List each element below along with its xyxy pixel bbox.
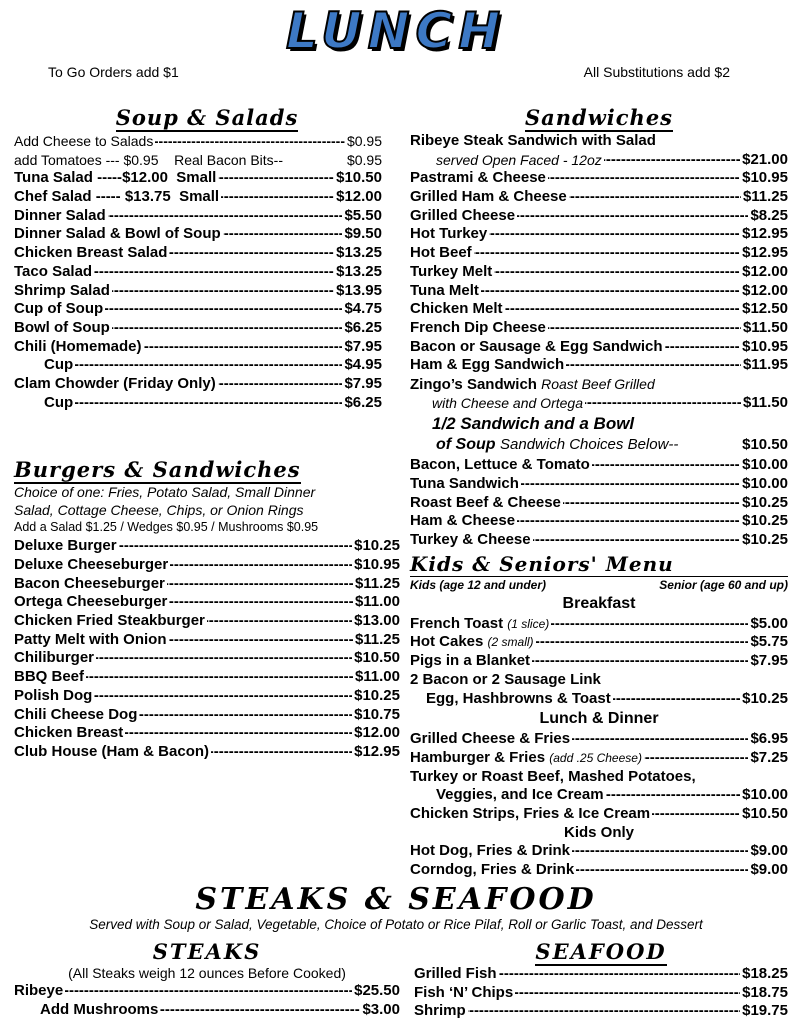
burgers-heading: Burgers & Sandwiches: [14, 457, 301, 483]
menu-item: Bacon Cheeseburger ----- $11.25: [14, 575, 400, 594]
breakfast-heading: Breakfast: [562, 594, 636, 612]
burgers-choice-1: Choice of one: Fries, Potato Salad, Small Dinner: [14, 484, 316, 501]
menu-item: Ham & Egg Sandwich ----- $11.95: [410, 356, 788, 375]
menu-item: BBQ Beef ----- $11.00: [14, 668, 400, 687]
menu-item: Bowl of Soup ----- $6.25: [14, 319, 382, 338]
soup-salads-heading: Soup & Salads: [115, 105, 299, 130]
menu-item: Turkey & Cheese ----- $10.25: [410, 531, 788, 550]
menu-item: Fish ‘N’ Chips ----- $18.75: [414, 984, 788, 1003]
menu-item: Grilled Cheese & Fries ----- $6.95: [410, 730, 788, 749]
menu-item: Ortega Cheeseburger ----- $11.00: [14, 593, 400, 612]
menu-item: served Open Faced - 12oz ----- $21.00: [410, 151, 788, 170]
burgers-addons: Add a Salad $1.25 / Wedges $0.95 / Mushrooms $0.95: [14, 520, 319, 535]
menu-item: Tuna Melt ----- $12.00: [410, 282, 788, 301]
sandwiches-heading: Sandwiches: [524, 105, 674, 130]
menu-item: Cup ----- $6.25: [14, 394, 382, 413]
half-sandwich-line-1: 1/2 Sandwich and a Bowl: [410, 412, 788, 434]
menu-item: Hamburger & Fries (add .25 Cheese) ----- $7.25: [410, 749, 788, 768]
menu-item: Chicken Melt ----- $12.50: [410, 300, 788, 319]
menu-item: Hot Cakes (2 small) ----- $5.75: [410, 633, 788, 652]
steaks-heading: STEAKS: [152, 939, 262, 964]
steaks-seafood-heading: STEAKS & SEAFOOD: [195, 882, 597, 917]
kids-seniors-heading: Kids & Seniors' Menu: [410, 551, 674, 576]
menu-item: Grilled Fish ----- $18.25: [414, 965, 788, 984]
kids-only-heading: Kids Only: [563, 823, 634, 841]
menu-item: Cup of Soup ----- $4.75: [14, 300, 382, 319]
menu-item: Add Cheese to Salads ----- $0.95: [14, 132, 382, 151]
menu-item: Chili (Homemade) ----- $7.95: [14, 338, 382, 357]
soup-salads-list: [14, 132, 382, 412]
menu-item: Egg, Hashbrowns & Toast ----- $10.25: [410, 690, 788, 709]
burgers-choice-2: Salad, Cottage Cheese, Chips, or Onion Rings: [14, 502, 304, 519]
menu-item: Pastrami & Cheese ----- $10.95: [410, 169, 788, 188]
menu-item: Patty Melt with Onion ----- $11.25: [14, 631, 400, 650]
menu-title: [0, 2, 792, 60]
kids-list: [410, 615, 788, 880]
sandwiches-list: [410, 132, 788, 550]
menu-item: Hot Beef ----- $12.95: [410, 244, 788, 263]
menu-item: Ribeye Steak Sandwich with Salad: [410, 132, 656, 149]
menu-item: Corndog, Fries & Drink ----- $9.00: [410, 861, 788, 880]
left-column: [14, 106, 400, 762]
seafood-section: [414, 940, 788, 1021]
half-sandwich-line-2: of Soup Sandwich Choices Below-- $10.50: [410, 434, 788, 456]
served-with-note: Served with Soup or Salad, Vegetable, Choice of Potato or Rice Pilaf, Roll or Garlic Toast, and Dessert: [89, 917, 703, 932]
menu-item: Chiliburger ----- $10.50: [14, 649, 400, 668]
menu-item: Chef Salad ----- $13.75 Small ----- $12.00: [14, 188, 382, 207]
menu-item: Pigs in a Blanket ----- $7.95: [410, 652, 788, 671]
menu-item: Dinner Salad ----- $5.50: [14, 207, 382, 226]
menu-item: Veggies, and Ice Cream ----- $10.00: [410, 786, 788, 805]
menu-item: Add Mushrooms ----- $3.00: [14, 1001, 400, 1020]
menu-item: Chicken Breast ----- $12.00: [14, 724, 400, 743]
menu-item: Shrimp Salad ----- $13.95: [14, 282, 382, 301]
menu-item: Hot Turkey ----- $12.95: [410, 225, 788, 244]
menu-item: Taco Salad ----- $13.25: [14, 263, 382, 282]
menu-title-text: LUNCH: [285, 2, 507, 60]
substitutions-note: All Substitutions add $2: [583, 64, 730, 80]
menu-item: French Dip Cheese ----- $11.50: [410, 319, 788, 338]
burgers-list: [14, 537, 400, 761]
menu-item: Zingo’s Sandwich Roast Beef Grilled: [410, 375, 655, 393]
menu-item: with Cheese and Ortega ----- $11.50: [410, 394, 788, 413]
menu-item: Bacon, Lettuce & Tomato ----- $10.00: [410, 456, 788, 475]
lunch-dinner-heading: Lunch & Dinner: [539, 710, 659, 728]
menu-item: Grilled Ham & Cheese ----- $11.25: [410, 188, 788, 207]
menu-item: Chicken Breast Salad ----- $13.25: [14, 244, 382, 263]
menu-item: Shrimp ----- $19.75: [414, 1002, 788, 1021]
steaks-note: (All Steaks weigh 12 ounces Before Cooked): [68, 965, 346, 981]
menu-item: 2 Bacon or 2 Sausage Link: [410, 670, 601, 688]
menu-item: Chicken Strips, Fries & Ice Cream ----- $10.50: [410, 805, 788, 824]
to-go-note: To Go Orders add $1: [48, 64, 179, 80]
menu-item: French Toast (1 slice) ----- $5.00: [410, 615, 788, 634]
menu-item: Cup ----- $4.95: [14, 356, 382, 375]
menu-item: Chicken Fried Steakburger ----- $13.00: [14, 612, 400, 631]
menu-item: Tuna Sandwich ----- $10.00: [410, 475, 788, 494]
menu-item: Tuna Salad -----$12.00 Small ----- $10.50: [14, 169, 382, 188]
right-column: [410, 106, 788, 880]
menu-item: Roast Beef & Cheese ----- $10.25: [410, 494, 788, 513]
menu-item: add Tomatoes --- $0.95 Real Bacon Bits-- $0.95: [14, 151, 382, 168]
menu-item: Polish Dog ----- $10.25: [14, 687, 400, 706]
menu-item: Dinner Salad & Bowl of Soup ----- $9.50: [14, 225, 382, 244]
menu-item: Ham & Cheese ----- $10.25: [410, 512, 788, 531]
menu-item: Chili Cheese Dog ----- $10.75: [14, 706, 400, 725]
seafood-heading: SEAFOOD: [535, 939, 667, 964]
age-line: Kids (age 12 and under) Senior (age 60 and up): [410, 577, 788, 592]
menu-item: Grilled Cheese ----- $8.25: [410, 207, 788, 226]
menu-item: Hot Dog, Fries & Drink ----- $9.00: [410, 842, 788, 861]
menu-item: Ribeye ----- $25.50: [14, 982, 400, 1001]
menu-item: Deluxe Cheeseburger ----- $10.95: [14, 556, 400, 575]
menu-item: Clam Chowder (Friday Only) ----- $7.95: [14, 375, 382, 394]
menu-item: Turkey or Roast Beef, Mashed Potatoes,: [410, 767, 696, 785]
menu-item: Club House (Ham & Bacon) ----- $12.95: [14, 743, 400, 762]
menu-item: Deluxe Burger ----- $10.25: [14, 537, 400, 556]
steaks-section: [14, 940, 400, 1019]
menu-item: Turkey Melt ----- $12.00: [410, 263, 788, 282]
menu-item: Bacon or Sausage & Egg Sandwich ----- $10.95: [410, 338, 788, 357]
